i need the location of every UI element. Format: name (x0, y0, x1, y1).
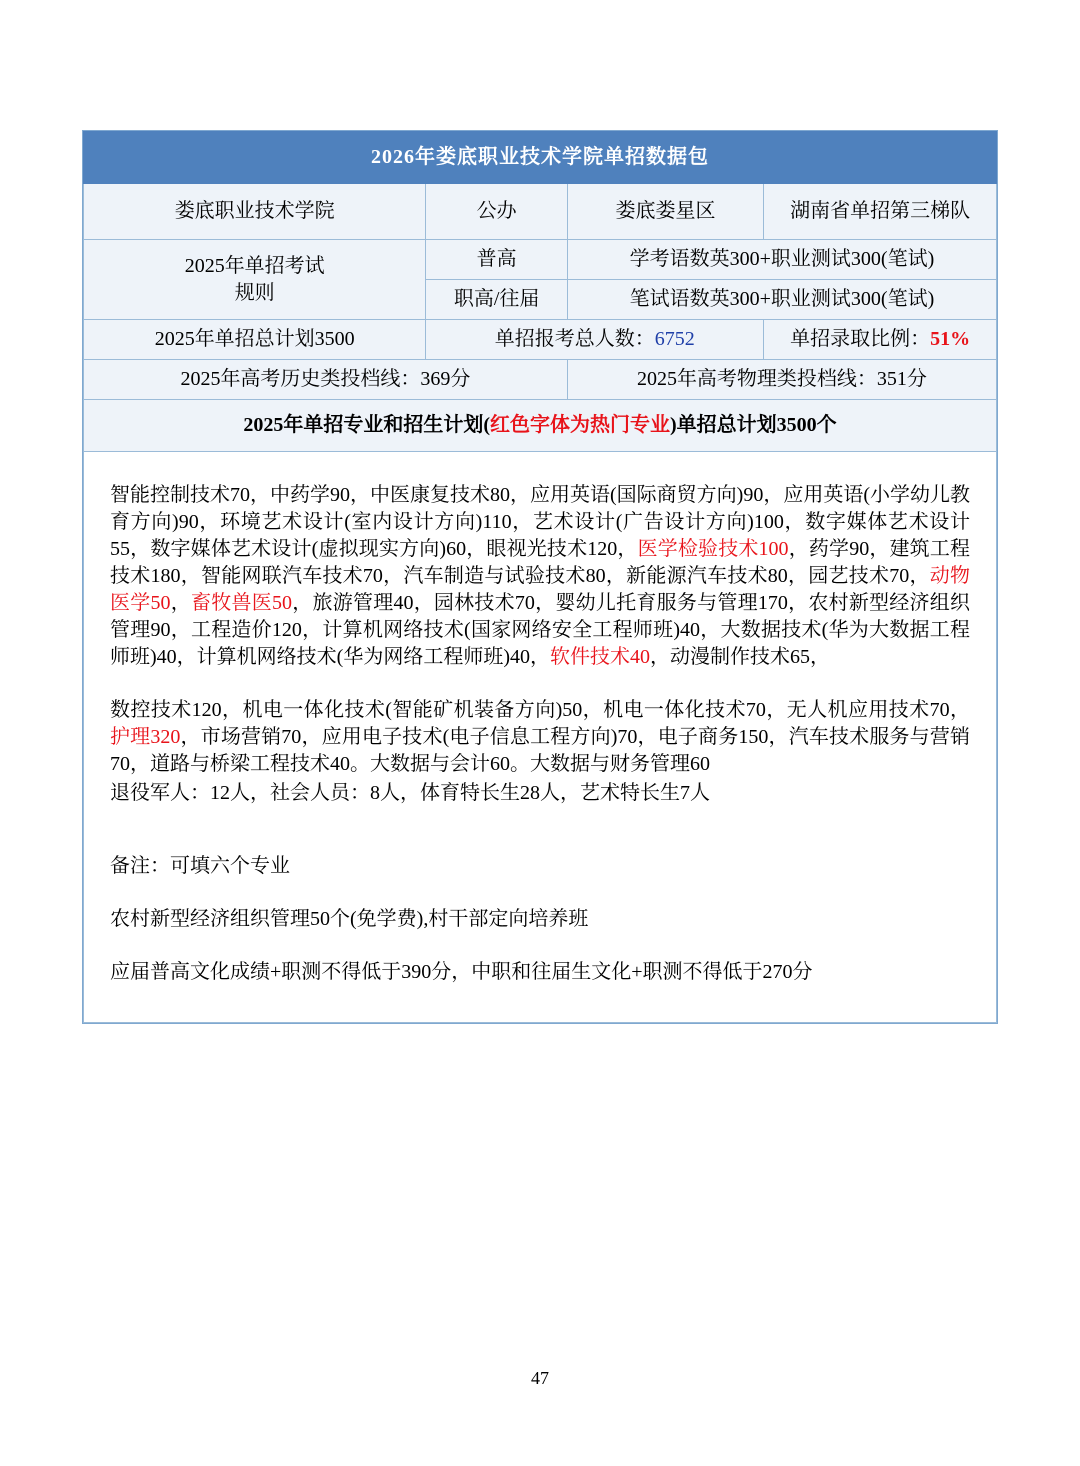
major-hot-2: 动物医学50 (110, 565, 971, 614)
plan-header-prefix: 2025年单招专业和招生计划( (243, 414, 490, 436)
school-tier-cell: 湖南省单招第三梯队 (764, 184, 997, 240)
exam-rules-label-line1: 2025年单招考试 (184, 254, 325, 277)
major-hot-3: 畜牧兽医50 (191, 592, 292, 614)
table-row (84, 240, 997, 280)
admissions-data-table (83, 131, 997, 1023)
school-nature-cell: 公办 (426, 184, 568, 240)
total-plan-cell: 2025年单招总计划3500 (84, 320, 426, 360)
admission-ratio-cell (764, 320, 997, 360)
remark-paragraph: 备注：可填六个专业 (110, 855, 290, 877)
exam-rules-label-cell (84, 240, 426, 320)
school-name-cell: 娄底职业技术学院 (84, 184, 426, 240)
major-seg-4: ，旅游管理40，园林技术70，婴幼儿托育服务与管理170，农村新型经济组织管理90，工程造价120，计算机网络技术(国家网络安全工程师班)40，大数据技术(华为大数据工程师班)40，计算机网络技术(华为网络工程师班)40， (110, 592, 971, 668)
page-number: 47 (531, 1368, 549, 1388)
data-table-container (82, 130, 998, 1024)
table-row (84, 360, 997, 400)
applicants-value: 6752 (654, 328, 695, 350)
plan-header-highlight: 红色字体为热门专业 (490, 414, 670, 436)
major-paragraph-1 (110, 482, 970, 671)
ratio-value: 51% (930, 328, 971, 350)
major-seg-2: ，药学90，建筑工程技术180，智能网联汽车技术70，汽车制造与试验技术80，新能源汽车技术80，园艺技术70， (110, 538, 971, 587)
score-requirement-paragraph: 应届普高文化成绩+职测不得低于390分，中职和往届生文化+职测不得低于270分 (110, 961, 813, 983)
history-scoreline-cell: 2025年高考历史类投档线：369分 (84, 360, 568, 400)
table-row (84, 320, 997, 360)
exam-content-vocational-cell: 笔试语数英300+职业测试300(笔试) (567, 280, 996, 320)
major-paragraph-2 (110, 697, 970, 778)
school-location-cell: 娄底娄星区 (567, 184, 763, 240)
major-hot-4: 软件技术40 (549, 646, 650, 668)
major-plan-header-cell (84, 400, 997, 452)
major-hot-5: 护理320 (110, 726, 181, 748)
table-row (84, 400, 997, 452)
major-seg-6: 数控技术120，机电一体化技术(智能矿机装备方向)50，机电一体化技术70，无人机应用技术70， (110, 699, 970, 721)
exam-type-general-cell: 普高 (426, 240, 568, 280)
major-seg-7: ，市场营销70，应用电子技术(电子信息工程方向)70，电子商务150，汽车技术服务与营销70，道路与桥梁工程技术40。大数据与会计60。大数据与财务管理60 (110, 726, 970, 775)
applicants-label: 单招报考总人数： (494, 328, 655, 350)
major-list-cell (84, 452, 997, 1023)
major-seg-1: 智能控制技术70，中药学90，中医康复技术80，应用英语(国际商贸方向)90，应用英语(小学幼儿教育方向)90，环境艺术设计(室内设计方向)110，艺术设计(广告设计方向)100，数字媒体艺术设计55，数字媒体艺术设计(虚拟现实方向)60，眼视光技术120， (110, 484, 970, 560)
table-row (84, 452, 997, 1023)
major-hot-1: 医学检验技术100 (637, 538, 789, 560)
tuition-free-paragraph: 农村新型经济组织管理50个(免学费),村干部定向培养班 (110, 908, 589, 930)
physics-scoreline-cell: 2025年高考物理类投档线：351分 (567, 360, 996, 400)
exam-rules-label-line2: 规则 (234, 281, 275, 304)
document-title: 2026年娄底职业技术学院单招数据包 (84, 132, 997, 184)
major-seg-3: ， (170, 592, 191, 614)
special-quota-paragraph: 退役军人：12人，社会人员：8人，体育特长生28人，艺术特长生7人 (110, 782, 710, 804)
exam-content-general-cell: 学考语数英300+职业测试300(笔试) (567, 240, 996, 280)
exam-type-vocational-cell: 职高/往届 (426, 280, 568, 320)
major-seg-5: ，动漫制作技术65， (649, 646, 830, 668)
table-title-row (84, 132, 997, 184)
table-row (84, 184, 997, 240)
plan-header-suffix: )单招总计划3500个 (670, 414, 837, 436)
ratio-label: 单招录取比例： (790, 328, 931, 350)
applicants-cell (426, 320, 764, 360)
